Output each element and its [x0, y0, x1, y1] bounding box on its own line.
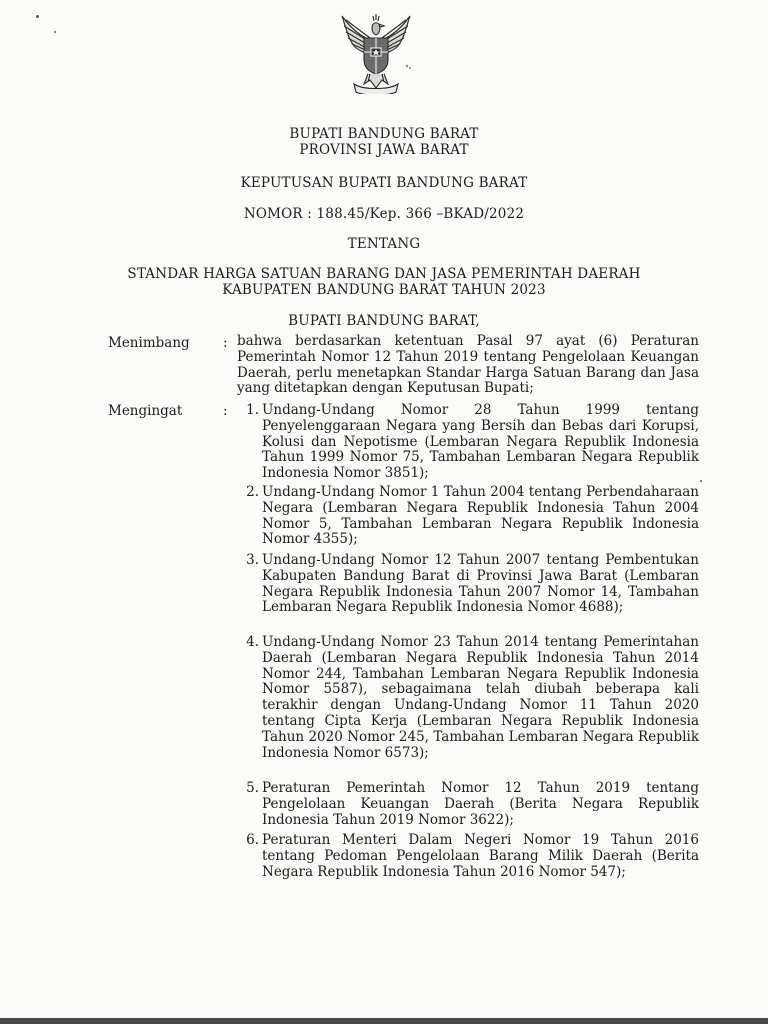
recalling-label: Mengingat — [108, 403, 183, 419]
reference-text: Peraturan Pemerintah Nomor 12 Tahun 2019 tentang Pengelolaan Keuangan Daerah (Berita Negara Republik Indonesia Tahun 2019 Nomor 3622); — [262, 780, 699, 828]
recalling-colon: : — [223, 403, 228, 419]
reference-text: Peraturan Menteri Dalam Negeri Nomor 19 Tahun 2016 tentang Pedoman Pengelolaan Barang Milik Daerah (Berita Negara Republik Indonesia Tahun 2016 Nomor 547); — [262, 832, 699, 880]
reference-number: 2. — [246, 484, 259, 500]
decree-number: NOMOR : 188.45/Kep. 366 –BKAD/2022 — [243, 206, 525, 222]
scan-bottom-edge — [0, 1018, 768, 1024]
about-heading: TENTANG — [347, 236, 421, 252]
scan-speck — [700, 480, 702, 482]
reference-text: Undang-Undang Nomor 28 Tahun 1999 tentang Penyelenggaraan Negara yang Bersih dan Bebas dari Korupsi, Kolusi dan Nepotisme (Lembaran Negara Republik Indonesia Tahun 1999 Nomor 75, Tambahan Lembaran Negara Republik Indonesia Nomor 3851); — [262, 402, 699, 482]
reference-text: Undang-Undang Nomor 23 Tahun 2014 tentang Pemerintahan Daerah (Lembaran Negara Republik Indonesia Tahun 2014 Nomor 244, Tambahan Lembaran Negara Republik Indonesia Nomor 5587), sebagaimana telah diubah beberapa kali terakhir dengan Undang-Undang Nomor 11 Tahun 2020 tentang Cipta Kerja (Lembaran Negara Republik Indonesia Tahun 2020 Nomor 245, Tambahan Lembaran Negara Republik Indonesia Nomor 6573); — [262, 634, 699, 761]
province-title: PROVINSI JAWA BARAT — [299, 142, 469, 158]
reference-number: 6. — [246, 832, 259, 848]
scan-speck — [36, 15, 39, 18]
scan-speck — [54, 31, 56, 33]
reference-number: 3. — [246, 552, 259, 568]
signatory-heading: BUPATI BANDUNG BARAT, — [288, 313, 480, 329]
reference-number: 4. — [246, 634, 259, 650]
considering-label: Menimbang — [108, 335, 190, 351]
considering-text: bahwa berdasarkan ketentuan Pasal 97 ayat (6) Peraturan Pemerintah Nomor 12 Tahun 2019 tentang Pengelolaan Keuangan Daerah, perlu menetapkan Standar Harga Satuan Barang dan Jasa yang ditetapkan dengan Keputusan Bupati; — [237, 333, 699, 397]
subject-line-1: STANDAR HARGA SATUAN BARANG DAN JASA PEMERINTAH DAERAH — [127, 266, 641, 282]
subject-line-2: KABUPATEN BANDUNG BARAT TAHUN 2023 — [222, 282, 546, 298]
considering-colon: : — [223, 335, 228, 351]
reference-number: 5. — [246, 780, 259, 796]
garuda-emblem-icon — [334, 8, 418, 94]
decree-title: KEPUTUSAN BUPATI BANDUNG BARAT — [240, 175, 528, 191]
regent-title: BUPATI BANDUNG BARAT — [289, 126, 479, 142]
reference-text: Undang-Undang Nomor 1 Tahun 2004 tentang Perbendaharaan Negara (Lembaran Negara Republik Indonesia Tahun 2004 Nomor 5, Tambahan Lembaran Negara Republik Indonesia Nomor 4355); — [262, 484, 699, 548]
reference-text: Undang-Undang Nomor 12 Tahun 2007 tentang Pembentukan Kabupaten Bandung Barat di Provinsi Jawa Barat (Lembaran Negara Republik Indonesia Tahun 2007 Nomor 14, Tambahan Lembaran Negara Republik Indonesia Nomor 4688); — [262, 552, 699, 616]
reference-number: 1. — [246, 402, 259, 418]
